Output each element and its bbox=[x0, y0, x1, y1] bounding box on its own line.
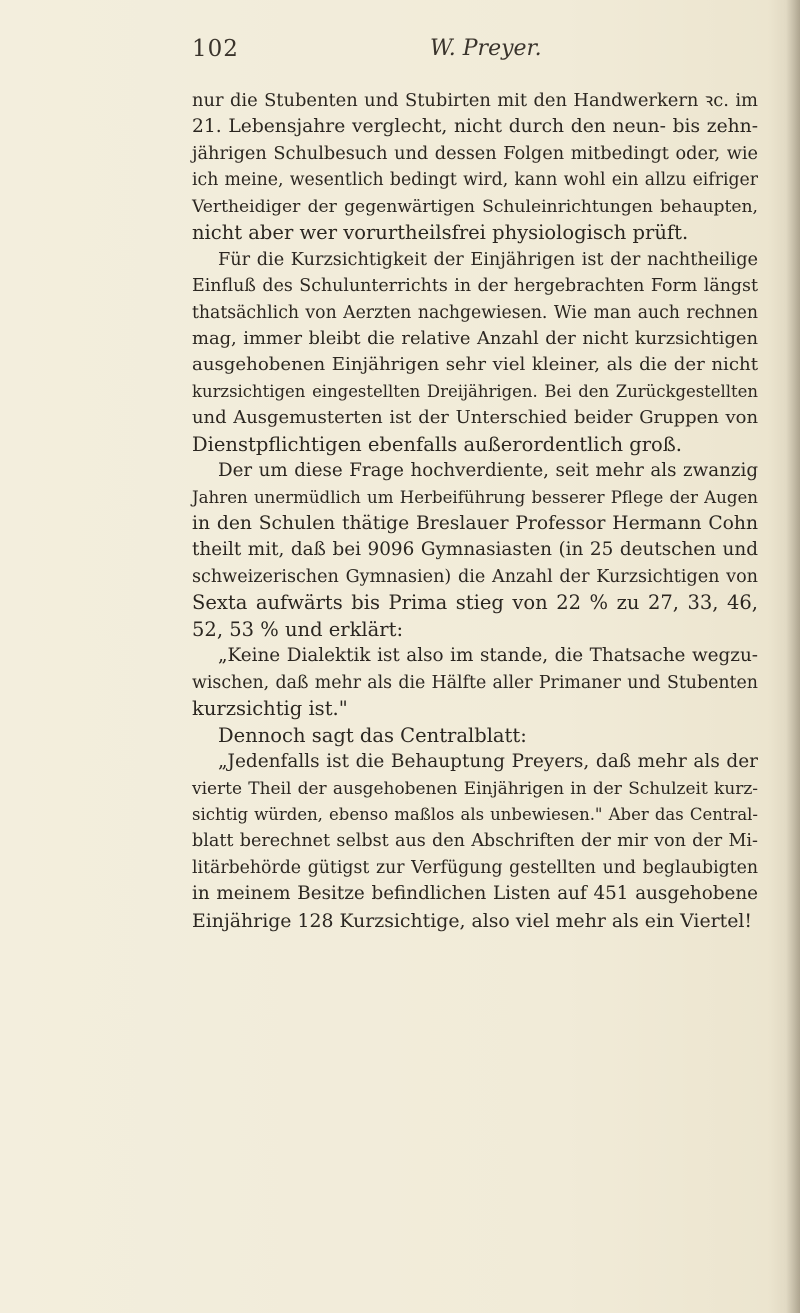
text-line: Der um diese Frage hochverdiente, seit mehr als zwanzig bbox=[218, 460, 758, 482]
text-line: thatsächlich von Aerzten nachgewiesen. Wie man auch rechnen bbox=[192, 302, 758, 323]
text-line: kurzsichtig ist." bbox=[192, 697, 348, 721]
text-line: Für die Kurzsichtigkeit der Einjährigen ist der nachtheilige bbox=[218, 249, 758, 270]
text-line: mag, immer bleibt die relative Anzahl der nicht kurzsichtigen bbox=[192, 327, 758, 349]
text-line: nur die Stubenten und Stubirten mit den Handwerkern ꝛc. im bbox=[192, 90, 758, 111]
page-header bbox=[0, 30, 800, 70]
text-line: Sexta aufwärts bis Prima stieg von 22 % zu 27, 33, 46, bbox=[192, 591, 758, 615]
text-line: in den Schulen thätige Breslauer Professor Hermann Cohn bbox=[192, 513, 758, 534]
page-number: 102 bbox=[192, 36, 239, 62]
text-line: wischen, daß mehr als die Hälfte aller Primaner und Stubenten bbox=[192, 672, 758, 693]
text-line: Jahren unermüdlich um Herbeiführung besserer Pflege der Augen bbox=[192, 487, 758, 507]
text-line: 52, 53 % und erklärt: bbox=[192, 617, 404, 641]
text-line: litärbehörde gütigst zur Verfügung gestellten und beglaubigten bbox=[192, 857, 758, 878]
text-line: Vertheidiger der gegenwärtigen Schuleinrichtungen behaupten, bbox=[192, 196, 758, 217]
text-line: und Ausgemusterten ist der Unterschied beider Gruppen von bbox=[192, 407, 758, 429]
body-text bbox=[192, 88, 758, 934]
text-line: theilt mit, daß bei 9096 Gymnasiasten (in 25 deutschen und bbox=[192, 539, 758, 561]
text-line: jährigen Schulbesuch und dessen Folgen mitbedingt oder, wie bbox=[192, 143, 758, 164]
text-line: vierte Theil der ausgehobenen Einjährigen in der Schulzeit kurz- bbox=[192, 778, 758, 799]
text-line: schweizerischen Gymnasien) die Anzahl der Kurzsichtigen von bbox=[192, 566, 758, 587]
text-line: in meinem Besitze befindlichen Listen auf 451 ausgehobene bbox=[192, 883, 758, 905]
page-edge-shadow bbox=[786, 0, 800, 1313]
text-line: blatt berechnet selbst aus den Abschriften der mir von der Mi- bbox=[192, 831, 758, 852]
text-line: Dienstpflichtigen ebenfalls außerordentlich groß. bbox=[192, 432, 682, 456]
text-line: sichtig würden, ebenso maßlos als unbewiesen." Aber das Central- bbox=[192, 804, 758, 824]
text-line: Einfluß des Schulunterrichts in der hergebrachten Form längst bbox=[192, 276, 758, 297]
text-line: Einjährige 128 Kurzsichtige, also viel mehr als ein Viertel! bbox=[192, 909, 752, 932]
text-line: kurzsichtigen eingestellten Dreijährigen. Bei den Zurückgestellten bbox=[192, 381, 758, 401]
text-line: „Jedenfalls ist die Behauptung Preyers, daß mehr als der bbox=[218, 750, 758, 772]
text-line: ausgehobenen Einjährigen sehr viel kleiner, als die der nicht bbox=[192, 354, 758, 376]
running-head: W. Preyer. bbox=[430, 36, 542, 61]
text-line: 21. Lebensjahre verglecht, nicht durch den neun- bis zehn- bbox=[192, 116, 758, 138]
text-line: Dennoch sagt das Centralblatt: bbox=[218, 723, 527, 747]
text-line: „Keine Dialektik ist also im stande, die Thatsache wegzu- bbox=[218, 645, 758, 667]
text-line: ich meine, wesentlich bedingt wird, kann wohl ein allzu eifriger bbox=[192, 170, 758, 191]
text-line: nicht aber wer vorurtheilsfrei physiologisch prüft. bbox=[192, 221, 689, 245]
